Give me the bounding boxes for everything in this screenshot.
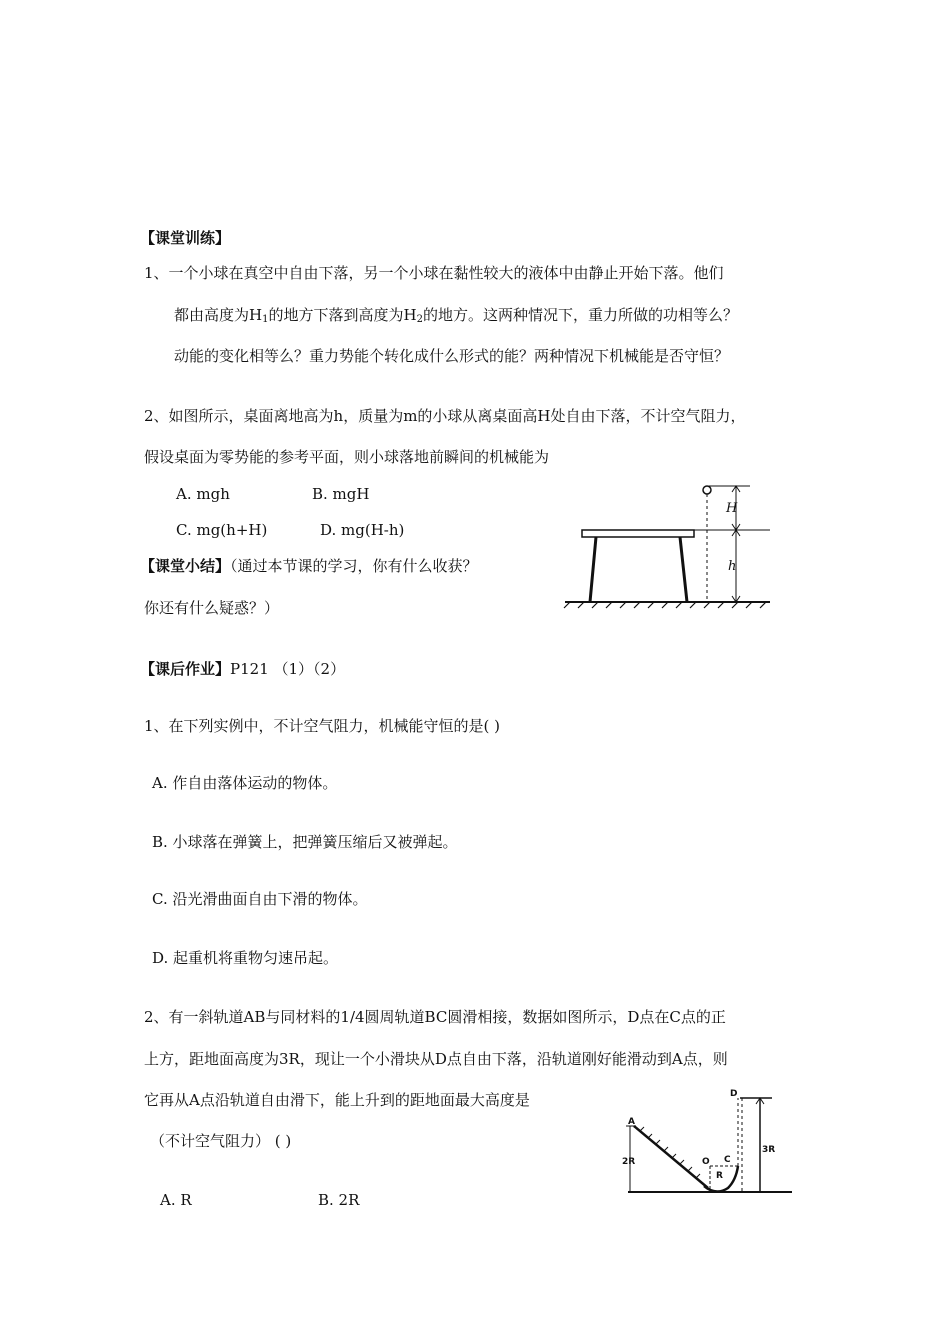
q2-option-d: D. mg(H-h): [320, 521, 405, 539]
incline-ab: [634, 1126, 708, 1188]
ball: [703, 486, 711, 494]
hw-q2-line-3: 它再从A点沿轨道自由滑下，能上升到的距地面最大高度是: [144, 1091, 530, 1109]
label-R: R: [716, 1171, 723, 1181]
label-A: A: [628, 1117, 635, 1127]
hw-q1-option-a: A. 作自由落体运动的物体。: [152, 774, 338, 792]
q2-line-1: 2、如图所示，桌面离地高为h，质量为m的小球从离桌面高H处自由下落，不计空气阻力，: [144, 407, 746, 425]
homework-heading-line: 【课后作业】P121 （1）（2）: [140, 660, 346, 678]
q1-line-3: 动能的变化相等么？重力势能个转化成什么形式的能？两种情况下机械能是否守恒？: [174, 347, 730, 365]
label-O: O: [702, 1157, 710, 1167]
q1-line-2: 都由高度为$H_1$的地方下落到高度为$H_2$的地方。这两种情况下，重力所做的功相等么？: [174, 306, 738, 325]
hw-q1-option-d: D. 起重机将重物匀速吊起。: [152, 949, 339, 967]
summary-line-2: 你还有什么疑惑？）: [144, 599, 280, 617]
hw-q1-option-c: C. 沿光滑曲面自由下滑的物体。: [152, 890, 368, 908]
track-figure: [620, 1080, 800, 1200]
q2-option-a: A. mgh: [176, 485, 230, 503]
q2-option-b: B. mgH: [312, 485, 370, 503]
label-3R: 3R: [762, 1145, 776, 1155]
q1-line-1: 1、一个小球在真空中自由下落，另一个小球在黏性较大的液体中由静止开始下落。他们: [144, 264, 724, 282]
hw-q1-stem: 1、在下列实例中，不计空气阻力，机械能守恒的是( ): [144, 717, 501, 735]
hw-q2-line-2: 上方，距地面高度为3R，现让一个小滑块从D点自由下落，沿轨道刚好能滑动到A点，则: [144, 1050, 728, 1068]
label-C: C: [724, 1155, 731, 1165]
section-heading-class-practice: 【课堂训练】: [140, 229, 231, 247]
hw-q2-option-b: B. 2R: [318, 1191, 360, 1209]
summary-line-1: 【课堂小结】（通过本节课的学习，你有什么收获？: [140, 557, 478, 575]
q2-option-c: C. mg(h+H): [176, 521, 268, 539]
hw-q1-option-b: B. 小球落在弹簧上，把弹簧压缩后又被弹起。: [152, 833, 458, 851]
tabletop: [582, 530, 694, 537]
label-D: D: [730, 1089, 738, 1099]
hw-q2-line-4: （不计空气阻力） ( ): [150, 1132, 292, 1150]
q2-line-2: 假设桌面为零势能的参考平面，则小球落地前瞬间的机械能为: [144, 448, 550, 466]
label-2R: 2R: [622, 1157, 636, 1167]
hw-q2-option-a: A. R: [160, 1191, 192, 1209]
label-h: h: [728, 559, 737, 574]
table-figure: [560, 478, 780, 608]
label-H: H: [726, 501, 738, 516]
hw-q2-line-1: 2、有一斜轨道AB与同材料的1/4圆周轨道BC圆滑相接，数据如图所示，D点在C点的正: [144, 1008, 726, 1026]
